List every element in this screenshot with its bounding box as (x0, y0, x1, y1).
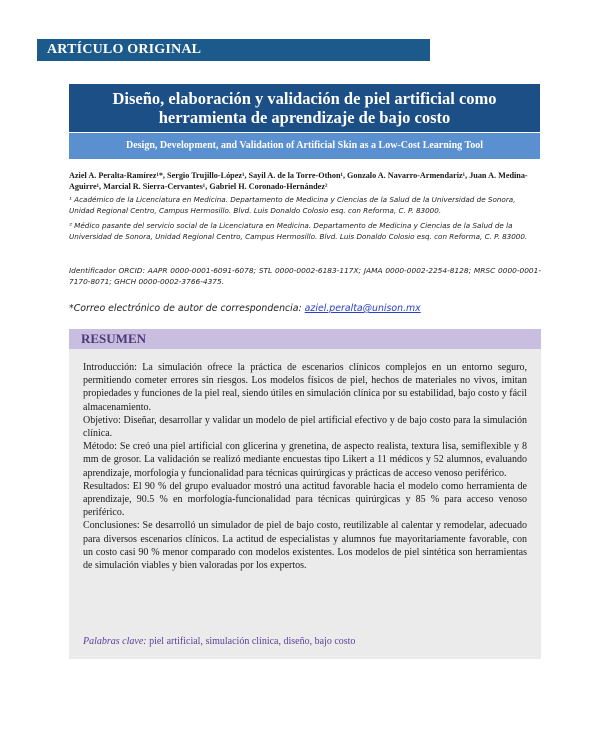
abstract-text (83, 361, 527, 572)
affiliation-1: ¹ Académico de la Licenciatura en Medicina. Departamento de Medicina y Ciencias de la Salud de la Universidad de Sonora, Unidad Regional Centro, Campus Hermosillo. Blvd. Luis Donaldo Colosio esq. con Reforma, C. P. 83000. (69, 195, 516, 215)
abstract-conclusions: Conclusiones: Se desarrolló un simulador de piel de bajo costo, reutilizable al calentar y remodelar, adecuado para diversos escenarios clínicos. La actitud de especialistas y alumnos fue mayoritariamente favorable, con un costo casi 90 % menor comparado con modelos existentes. Los modelos de piel sintética son herramientas de simulación viables y bien valoradas por los expertos. (83, 520, 527, 572)
abstract-objective: Objetivo: Diseñar, desarrollar y validar un modelo de piel artificial efectivo y de bajo costo para la simulación clínica. (83, 414, 527, 440)
author-list: Aziel A. Peralta-Ramírez¹*, Sergio Trujillo-López¹, Sayil A. de la Torre-Othon¹, Gonzalo A. Navarro-Armendariz¹, Juan A. Medina-Aguirre¹, Marcial R. Sierra-Cervantes¹, Gabriel H. Coronado-Hernández² (69, 171, 528, 191)
affiliation-2: ² Médico pasante del servicio social de la Licenciatura en Medicina. Departamento de Medicina y Ciencias de la Salud de la Universidad de Sonora, Unidad Regional Centro, Campus Hermosillo. Blvd. Luis Donaldo Colosio esq. con Reforma, C. P. 83000. (69, 221, 528, 241)
section-tag: ARTÍCULO ORIGINAL (37, 39, 430, 61)
correspondence-email-link[interactable]: aziel.peralta@unison.mx (304, 303, 421, 314)
orcid-identifiers: Identificador ORCID: AAPR 0000-0001-6091-6078; STL 0000-0002-6183-117X; JAMA 0000-0002-2254-8128; MRSC 0000-0001-7170-8071; GHCH 0000-0002-3766-4375. (69, 266, 541, 286)
keywords-label: Palabras clave: (83, 636, 147, 647)
abstract-introduction: Introducción: La simulación ofrece la práctica de escenarios clínicos complejos en un entorno seguro, permitiendo cometer errores sin riesgos. Los modelos físicos de piel, hechos de materiales no vivos, imitan propiedades y funciones de la piel real, siendo útiles en simulación clínica por su estabilidad, bajo costo y fácil almacenamiento. (83, 362, 527, 413)
correspondence-label: *Correo electrónico de autor de correspondencia: (69, 303, 302, 314)
abstract-method: Método: Se creó una piel artificial con glicerina y grenetina, de aspecto realista, textura lisa, semiflexible y 8 mm de grosor. La validación se realizó mediante encuestas tipo Likert a 11 médicos y 52 alumnos, evaluando aprendizaje, morfología y funcionalidad para técnicas quirúrgicas y prácticas de acceso venoso periférico. (83, 441, 527, 479)
abstract-box (69, 329, 541, 659)
correspondence-line (69, 302, 541, 316)
abstract-results: Resultados: El 90 % del grupo evaluador mostró una actitud favorable hacia el modelo como herramienta de aprendizaje, 90.5 % en morfología-funcionalidad para técnicas quirúrgicas y 85 % para acceso venoso periférico. (83, 480, 527, 519)
keywords-line (83, 635, 527, 648)
keywords-list: piel artificial, simulación clínica, diseño, bajo costo (149, 636, 356, 647)
abstract-heading: RESUMEN (69, 329, 541, 349)
article-subtitle-english: Design, Development, and Validation of Artificial Skin as a Low-Cost Learning Tool (69, 133, 540, 159)
article-title: Diseño, elaboración y validación de piel artificial como herramienta de aprendizaje de bajo costo (69, 84, 540, 132)
